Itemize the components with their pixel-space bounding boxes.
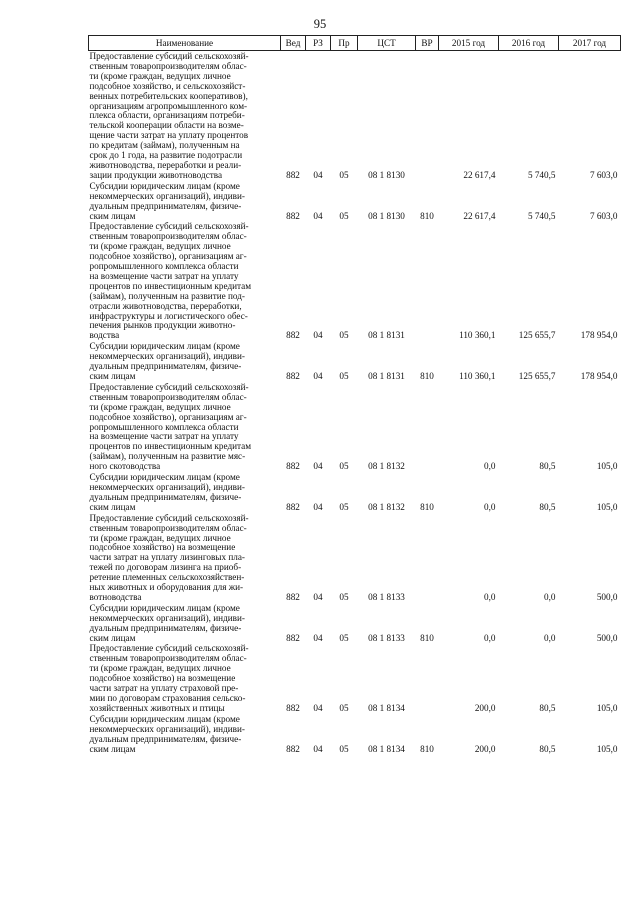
column-header-name: Наименование [89, 36, 281, 51]
name-line: части затрат на уплату лизинговых пла- [89, 552, 245, 563]
table-row [89, 472, 621, 513]
cell-rz: 04 [313, 461, 323, 472]
cell-2015: 0,0 [484, 632, 496, 643]
name-line: Субсидии юридическим лицам (кроме [89, 713, 240, 724]
cell-pr: 05 [339, 743, 349, 754]
cell-name [89, 382, 281, 472]
cell-rz: 04 [313, 169, 323, 180]
cell-2017: 178 954,0 [580, 330, 618, 341]
name-line: ским лицам [89, 501, 136, 512]
cell-pr: 05 [339, 169, 349, 180]
column-header-cst: ЦСТ [358, 36, 416, 51]
name-line: плекса области, организациям потреби- [89, 110, 245, 121]
cell-2015: 0,0 [484, 591, 496, 602]
name-line: некоммерческих организаций), индиви- [89, 351, 245, 362]
name-line: (займам), полученным на развитие под- [89, 290, 245, 301]
cell-pr: 05 [339, 371, 349, 381]
cell-ved: 882 [286, 169, 300, 180]
cell-pr: 05 [339, 632, 349, 643]
name-line: ским лицам [89, 632, 136, 643]
cell-pr: 05 [339, 591, 349, 602]
cell-rz: 04 [313, 371, 323, 381]
name-line: дуальным предпринимателям, физиче- [89, 491, 242, 502]
cell-pr: 05 [339, 461, 349, 472]
table-row [89, 341, 621, 382]
cell-cst: 08 1 8130 [368, 210, 405, 221]
name-line: подсобное хозяйство, и сельскохозяйст- [89, 80, 246, 91]
cell-2017: 178 954,0 [580, 371, 618, 381]
name-line: процентов по инвестиционным кредитам [89, 441, 252, 452]
table-row [89, 181, 621, 222]
table-row [89, 382, 621, 472]
name-line: инфраструктуры и логистического обес- [89, 310, 248, 321]
cell-2015: 110 360,1 [459, 371, 496, 381]
cell-2015: 110 360,1 [459, 330, 496, 341]
column-header-2015: 2015 год [439, 36, 499, 51]
cell-vr: 810 [420, 743, 434, 754]
name-line: Предоставление субсидий сельскохозяй- [89, 51, 249, 61]
name-line: Субсидии юридическим лицам (кроме [89, 180, 240, 191]
name-line: подсобное хозяйство), организациям аг- [89, 411, 247, 422]
name-line: ретение племенных сельскохозяйствен- [89, 572, 245, 583]
name-line: отрасли животноводства, переработки, [89, 300, 242, 311]
cell-name [89, 221, 281, 341]
name-line: Предоставление субсидий сельскохозяй- [89, 381, 249, 392]
cell-vr: 810 [420, 501, 434, 512]
name-line: водства [89, 330, 120, 341]
cell-vr: 810 [420, 632, 434, 643]
cell-name [89, 643, 281, 713]
name-line: ским лицам [89, 371, 136, 381]
name-line: ственным товаропроизводителям облас- [89, 653, 247, 664]
cell-2016: 80,5 [539, 702, 556, 713]
name-line: мии по договорам страхования сельско- [89, 693, 246, 703]
cell-2017: 500,0 [596, 632, 618, 643]
cell-cst: 08 1 8131 [368, 330, 405, 341]
name-line: подсобное хозяйство) на возмещение [89, 542, 236, 553]
name-line: (займам), полученным на развитие мяс- [89, 451, 246, 462]
cell-ved: 882 [286, 501, 300, 512]
cell-2015: 22 617,4 [463, 210, 496, 221]
name-line: Предоставление субсидий сельскохозяй- [89, 643, 249, 654]
cell-2017: 105,0 [596, 501, 618, 512]
cell-ved: 882 [286, 461, 300, 472]
name-line: ти (кроме граждан, ведущих личное [89, 241, 231, 252]
column-header-ved: Вед [281, 36, 306, 51]
cell-pr: 05 [339, 702, 349, 713]
cell-2015: 200,0 [474, 743, 496, 754]
column-header-rz: РЗ [306, 36, 331, 51]
name-line: организациям агропромышленного ком- [89, 100, 248, 111]
cell-name [89, 472, 281, 513]
name-line: ти (кроме граждан, ведущих личное [89, 70, 231, 81]
cell-vr: 810 [420, 210, 434, 221]
name-line: дуальным предпринимателям, физиче- [89, 622, 242, 633]
name-line: процентов по инвестиционным кредитам [89, 280, 252, 291]
name-line: дуальным предпринимателям, физиче- [89, 361, 242, 372]
name-line: на возмещение части затрат на уплату [89, 431, 239, 442]
page-number: 95 [313, 17, 327, 31]
name-line: печения рынков продукции животно- [89, 320, 236, 331]
table-header-row [89, 36, 621, 51]
cell-2017: 7 603,0 [589, 210, 618, 221]
cell-2015: 200,0 [474, 702, 496, 713]
cell-rz: 04 [313, 591, 323, 602]
column-header-vr: ВР [416, 36, 439, 51]
cell-vr [416, 221, 439, 341]
name-line: срок до 1 года, на развитие подотрасли [89, 150, 243, 161]
cell-rz: 04 [313, 702, 323, 713]
cell-name [89, 513, 281, 603]
name-line: ственным товаропроизводителям облас- [89, 60, 247, 71]
table-row [89, 221, 621, 341]
cell-pr: 05 [339, 210, 349, 221]
name-line: венных потребительских кооперативов), [89, 90, 248, 101]
cell-2016: 125 655,7 [518, 371, 556, 381]
cell-ved: 882 [286, 210, 300, 221]
name-line: ским лицам [89, 743, 136, 754]
cell-vr [416, 513, 439, 603]
name-line: ственным товаропроизводителям облас- [89, 391, 247, 402]
cell-2017: 105,0 [596, 461, 618, 472]
name-line: ных животных и оборудования для жи- [89, 582, 244, 593]
name-line: ного скотоводства [89, 461, 161, 472]
name-line: по кредитам (займам), полученным на [89, 140, 240, 151]
name-line: ственным товаропроизводителям облас- [89, 231, 247, 242]
cell-rz: 04 [313, 743, 323, 754]
cell-cst: 08 1 8134 [368, 702, 405, 713]
name-line: некоммерческих организаций), индиви- [89, 612, 245, 623]
cell-cst: 08 1 8134 [368, 743, 405, 754]
name-line: Предоставление субсидий сельскохозяй- [89, 512, 249, 523]
cell-2017: 7 603,0 [589, 169, 618, 180]
name-line: Субсидии юридическим лицам (кроме [89, 602, 240, 613]
name-line: ским лицам [89, 210, 136, 221]
cell-2015: 0,0 [484, 501, 496, 512]
name-line: ти (кроме граждан, ведущих личное [89, 532, 231, 543]
name-line: ропромышленного комплекса области [89, 261, 239, 272]
cell-cst: 08 1 8130 [368, 169, 405, 180]
cell-rz: 04 [313, 330, 323, 341]
cell-vr: 810 [420, 371, 434, 381]
cell-2016: 125 655,7 [518, 330, 556, 341]
cell-pr: 05 [339, 330, 349, 341]
name-line: дуальным предпринимателям, физиче- [89, 200, 242, 211]
column-header-pr: Пр [331, 36, 358, 51]
cell-ved: 882 [286, 743, 300, 754]
cell-2016: 80,5 [539, 743, 556, 754]
cell-ved: 882 [286, 591, 300, 602]
cell-cst: 08 1 8132 [368, 501, 405, 512]
name-line: Субсидии юридическим лицам (кроме [89, 472, 240, 483]
cell-rz: 04 [313, 632, 323, 643]
name-line: хозяйственных животных и птицы [89, 702, 225, 713]
name-line: на возмещение части затрат на уплату [89, 270, 239, 281]
cell-cst: 08 1 8133 [368, 591, 405, 602]
cell-2016: 5 740,5 [527, 169, 556, 180]
cell-2016: 0,0 [544, 632, 556, 643]
cell-ved: 882 [286, 371, 300, 381]
name-line: ти (кроме граждан, ведущих личное [89, 663, 231, 674]
table-row [89, 714, 621, 755]
name-line: зации продукции животноводства [89, 169, 223, 180]
cell-cst: 08 1 8132 [368, 461, 405, 472]
cell-2016: 80,5 [539, 461, 556, 472]
table-body [89, 51, 621, 755]
cell-cst: 08 1 8133 [368, 632, 405, 643]
column-header-2016: 2016 год [499, 36, 559, 51]
cell-name [89, 51, 281, 181]
name-line: Субсидии юридическим лицам (кроме [89, 341, 240, 352]
cell-name [89, 714, 281, 755]
cell-ved: 882 [286, 632, 300, 643]
cell-cst: 08 1 8131 [368, 371, 405, 381]
name-line: вотноводства [89, 591, 142, 602]
name-line: тельской кооперации области на возме- [89, 120, 244, 131]
cell-name [89, 603, 281, 644]
table-row [89, 51, 621, 181]
cell-2016: 80,5 [539, 501, 556, 512]
name-line: некоммерческих организаций), индиви- [89, 723, 245, 734]
cell-vr [416, 51, 439, 181]
cell-rz: 04 [313, 501, 323, 512]
cell-pr: 05 [339, 501, 349, 512]
cell-2015: 0,0 [484, 461, 496, 472]
cell-2017: 105,0 [596, 702, 618, 713]
cell-name [89, 181, 281, 222]
name-line: части затрат на уплату страховой пре- [89, 683, 239, 694]
cell-2017: 500,0 [596, 591, 618, 602]
name-line: ти (кроме граждан, ведущих личное [89, 401, 231, 412]
cell-ved: 882 [286, 702, 300, 713]
cell-name [89, 341, 281, 382]
name-line: подсобное хозяйство) на возмещение [89, 673, 236, 684]
name-line: дуальным предпринимателям, физиче- [89, 733, 242, 744]
table-row [89, 643, 621, 713]
name-line: животноводства, переработки и реали- [89, 159, 242, 170]
cell-ved: 882 [286, 330, 300, 341]
name-line: Предоставление субсидий сельскохозяй- [89, 221, 249, 232]
cell-2015: 22 617,4 [463, 169, 496, 180]
cell-vr [416, 643, 439, 713]
name-line: ропромышленного комплекса области [89, 421, 239, 432]
column-header-2017: 2017 год [559, 36, 621, 51]
table-row [89, 603, 621, 644]
cell-2016: 5 740,5 [527, 210, 556, 221]
name-line: ственным товаропроизводителям облас- [89, 522, 247, 533]
name-line: тежей по договорам лизинга на приоб- [89, 562, 242, 573]
budget-table [88, 35, 621, 754]
name-line: подсобное хозяйство), организациям аг- [89, 251, 247, 262]
cell-vr [416, 382, 439, 472]
cell-2017: 105,0 [596, 743, 618, 754]
cell-2016: 0,0 [544, 591, 556, 602]
cell-rz: 04 [313, 210, 323, 221]
table-row [89, 513, 621, 603]
name-line: щение части затрат на уплату процентов [89, 130, 249, 141]
name-line: некоммерческих организаций), индиви- [89, 481, 245, 492]
name-line: некоммерческих организаций), индиви- [89, 190, 245, 201]
